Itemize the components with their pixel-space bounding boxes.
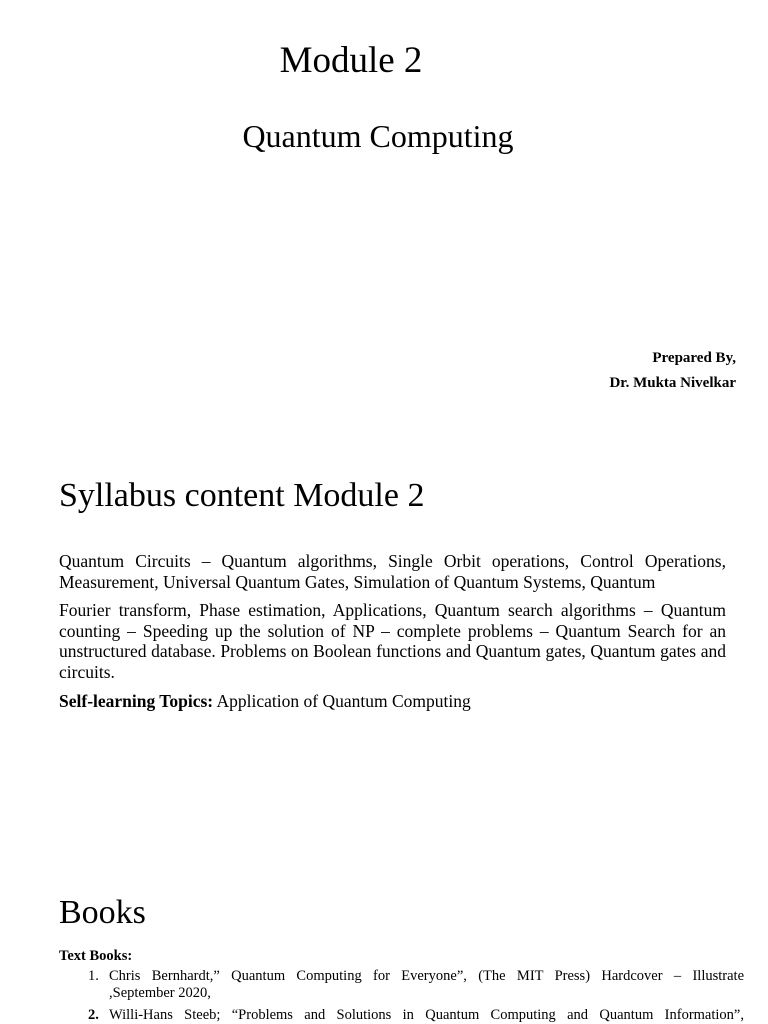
course-title: Quantum Computing: [242, 118, 514, 154]
self-learning-label: Self-learning Topics:: [59, 691, 214, 711]
syllabus-paragraph-2: Fourier transform, Phase estimation, Applications, Quantum search algorithms – Quantum counting – Speeding up the solution of NP – complete problems – Quantum Search for an unstructured database. Problems on Boolean functions and Quantum gates, Quantum gates and circuits.: [59, 600, 726, 682]
self-learning-topics: [59, 690, 739, 712]
book-number: 2.: [88, 1007, 99, 1023]
module-title: Module 2: [279, 40, 423, 81]
syllabus-heading: Syllabus content Module 2: [59, 477, 425, 514]
book-citation-line: ,September 2020,: [109, 985, 211, 1001]
self-learning-text: Application of Quantum Computing: [213, 691, 471, 711]
author-name: Dr. Mukta Nivelkar: [609, 375, 736, 391]
books-heading: Books: [59, 894, 146, 931]
book-citation-line: Chris Bernhardt,” Quantum Computing for Everyone”, (The MIT Press) Hardcover – Illustrate: [109, 968, 744, 984]
book-number: 1.: [88, 968, 99, 984]
text-books-label: Text Books:: [59, 948, 133, 964]
prepared-by-label: Prepared By,: [652, 350, 736, 366]
syllabus-paragraph-1: Quantum Circuits – Quantum algorithms, Single Orbit operations, Control Operations, Measurement, Universal Quantum Gates, Simulation of Quantum Systems, Quantum: [59, 551, 726, 592]
book-citation-line: Willi-Hans Steeb; “Problems and Solutions in Quantum Computing and Quantum Information”,: [109, 1007, 744, 1023]
book-list-item: [88, 968, 744, 1002]
book-list-item: [88, 1007, 744, 1024]
